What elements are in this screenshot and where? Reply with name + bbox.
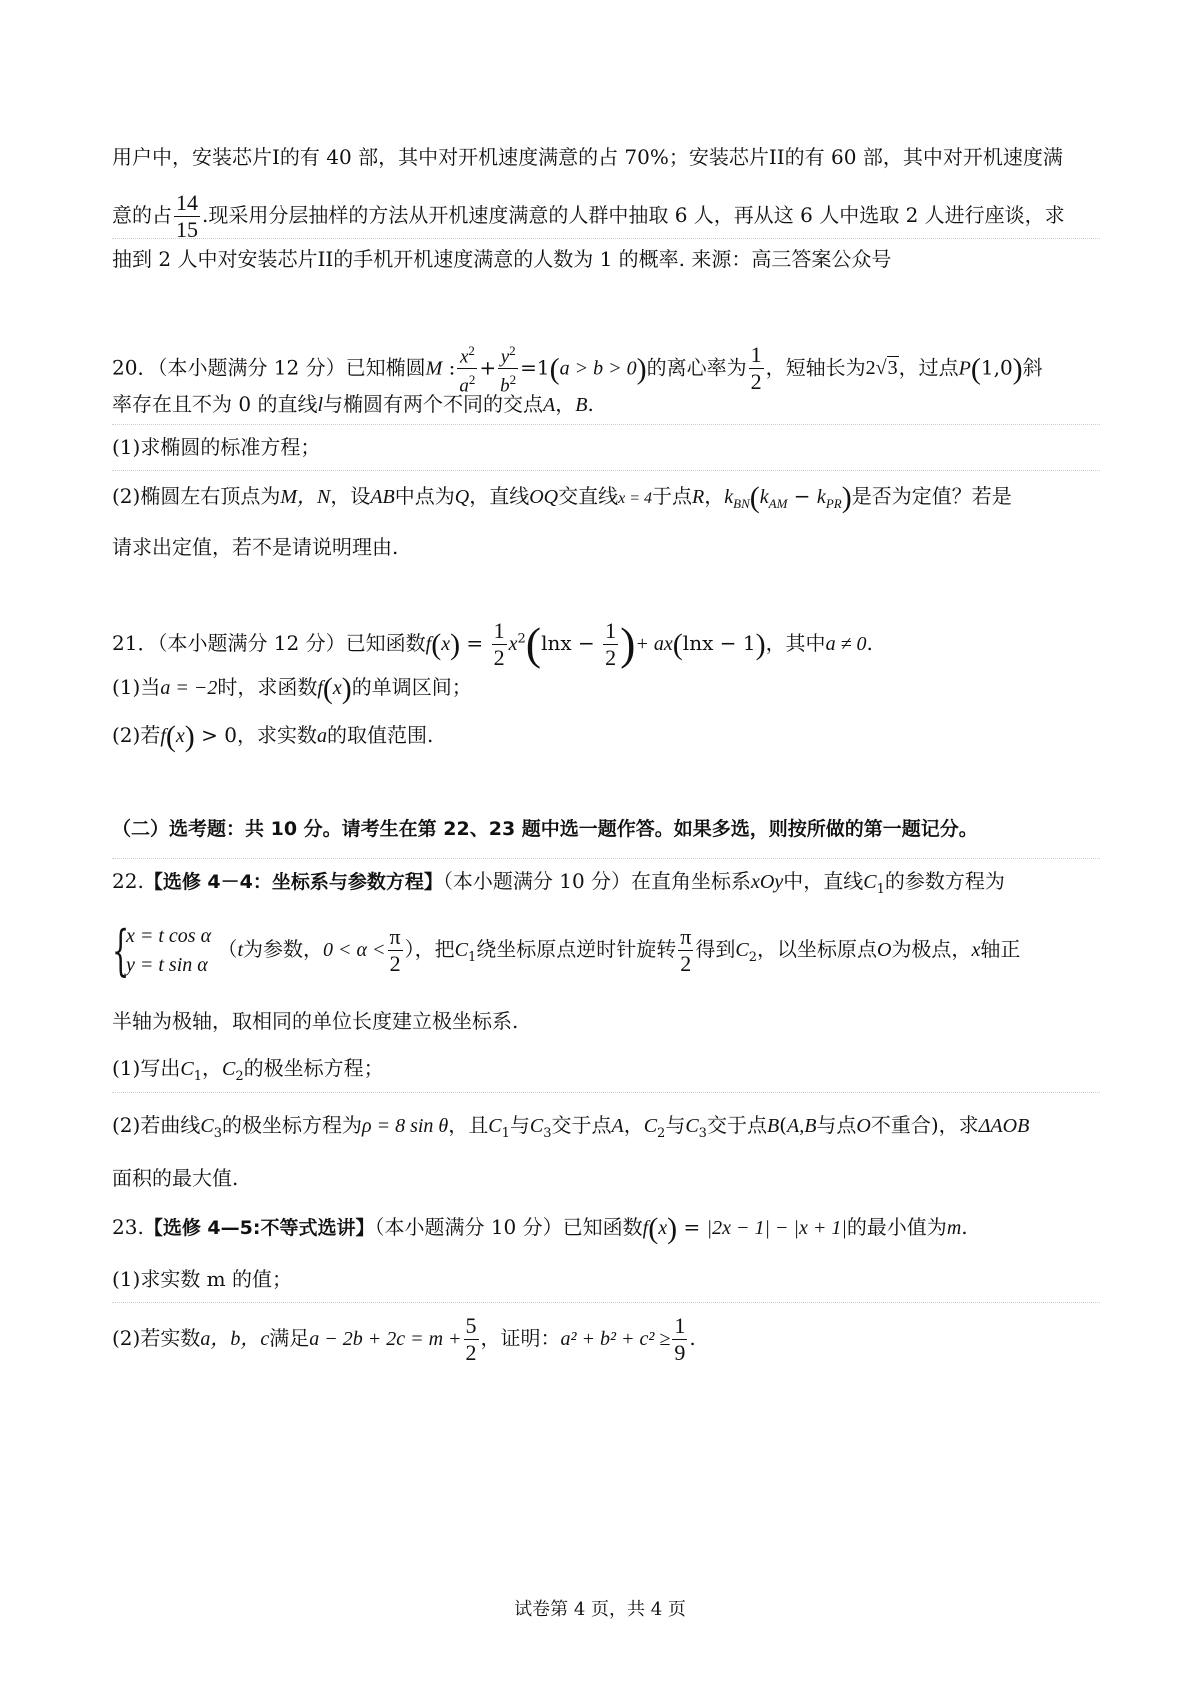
q20-text: ，设 (330, 484, 371, 508)
x2-over-a2: $\frac{x^2}{a^2}$ (457, 340, 477, 398)
q23-part-2 (112, 1313, 1100, 1366)
a-ne-0: a ≠ 0 (825, 633, 867, 655)
plus-ax: + ax (635, 633, 673, 655)
q20-part-2-cont: 请求出定值，若不是请说明理由. (112, 535, 399, 559)
AB: AB (370, 486, 395, 508)
x: x (658, 1217, 668, 1239)
q20-text: 是否为定值？若是 (851, 484, 1012, 508)
b: b (500, 375, 510, 397)
frac-denominator: 2 (465, 1340, 477, 1365)
q20-text: 与椭圆有两个不同的交点 (323, 392, 544, 416)
a: a (459, 375, 469, 397)
frac-numerator: 1 (674, 1313, 686, 1338)
section-heading: （二）选考题：共 10 分。请考生在第 22、23 题中选一题作答。如果多选，则按所做的第一题记分。 (112, 818, 978, 840)
comma: ， (555, 392, 576, 416)
period: . (866, 631, 873, 655)
frac-denominator: 2 (493, 645, 505, 670)
gt-zero: > 0 (194, 723, 237, 747)
constraint: a − 2b + 2c = m + (309, 1328, 462, 1350)
q20-text: (2)椭圆左右顶点为 (112, 484, 281, 508)
two: 2 (680, 951, 692, 976)
parametric-system: { x = t cos α y = t sin α (112, 918, 212, 982)
line-l: l (317, 394, 324, 416)
q22-head: （本小题满分 10 分）在直角坐标系 (442, 869, 752, 893)
frac-numerator: 1 (750, 342, 762, 368)
C1: C (454, 939, 468, 961)
C1: C (863, 871, 877, 893)
eccentricity-fraction (749, 342, 764, 395)
lnx: lnx − (541, 631, 602, 655)
q22-part-2-cont: 面积的最大值. (112, 1166, 239, 1190)
x-equals-4: x = 4 (618, 490, 653, 507)
origin-O: O (856, 1115, 871, 1137)
q22-text: 交于点 (706, 1113, 767, 1137)
x: x (175, 725, 185, 747)
q22-text: 与 (509, 1113, 530, 1137)
q23-text: (2)若实数 (112, 1326, 201, 1350)
xOy: xOy (751, 871, 784, 893)
q21-text: 时，求函数 (217, 675, 318, 699)
q20-text: 交直线 (558, 484, 619, 508)
one-ninth (672, 1313, 687, 1366)
C2: C (735, 939, 749, 961)
C2: C (643, 1115, 658, 1137)
two: 2 (389, 951, 401, 976)
f: f (425, 633, 432, 655)
coef: 2 (865, 357, 876, 380)
triangle-AOB: ΔAOB (978, 1115, 1030, 1137)
q20-text: ，短轴长为 (765, 355, 866, 380)
abc: a，b，c (200, 1328, 270, 1350)
q19-line-3: 抽到 2 人中对安装芯片II的手机开机速度满意的人数为 1 的概率. 来源：高三答案公众号 (112, 247, 892, 271)
pi: π (680, 924, 692, 949)
MN: M，N (280, 486, 331, 508)
param-x: x = t cos α (126, 924, 212, 947)
q22-part-1: (1)写出$C_1$，$C_2$的极坐标方程； (112, 1056, 384, 1084)
param-y: y = t sin α (126, 953, 208, 976)
q19-fraction (174, 190, 200, 243)
q23-text: 的最小值为 (846, 1215, 947, 1239)
q22-text: 得到 (695, 937, 736, 961)
q22-text: 交于点 (551, 1113, 612, 1137)
ellipse-M: M (425, 357, 443, 380)
P-coord: 1,0 (980, 355, 1013, 380)
q21-part-2: (2)若f(x) > 0，求实数a的取值范围. (112, 720, 434, 753)
q20-text: 斜 (1022, 355, 1043, 380)
q22-text: 的参数方程为 (884, 869, 1005, 893)
q19-text: 意的占 (112, 203, 172, 227)
pi-over-2 (678, 924, 693, 977)
q19-line-2 (112, 190, 1100, 243)
x: x (508, 633, 518, 655)
q20-line-1: 20．（本小题满分 12 分）已知椭圆M : $\frac{x^2}{a^2}$ + $\frac{y^2}{b^2}$ =1(a > b > 0)的离心率为 $\frac{1}{2}$ ，短轴长为2√3，过点P(1,0)斜 (112, 340, 1100, 398)
q23-number: 23. (112, 1215, 144, 1239)
q21-text: 的取值范围. (327, 723, 434, 747)
period: . (689, 1326, 696, 1350)
q22-text: （ (217, 937, 238, 961)
C1: C (488, 1115, 502, 1137)
radicand: 3 (887, 357, 898, 380)
q21-line-1: 21．（本小题满分 12 分）已知函数f(x) = $\frac{1}{2}$ $x^2(\ln x$ − $\frac{1}{2}$ )+ ax(lnx − 1)，其中a ≠ 0. (112, 618, 873, 670)
q22-text: ，以坐标原点 (756, 937, 877, 961)
k-PR: PR (825, 496, 842, 511)
frac-numerator: 14 (176, 190, 198, 215)
eq: = (460, 631, 490, 655)
frac-numerator: 1 (493, 618, 505, 643)
f: f (160, 725, 166, 747)
origin-O: O (876, 939, 892, 961)
x: x (441, 633, 451, 655)
q20-text: 于点 (652, 484, 693, 508)
q21-text: 的单调区间； (351, 675, 472, 699)
q22-text: 与 (665, 1113, 686, 1137)
half (492, 618, 507, 671)
q23-line-1: 23.【选修 4—5:不等式选讲】（本小题满分 10 分）已知函数f(x) = |2x − 1| − |x + 1|的最小值为m. (112, 1212, 968, 1245)
q22-text: ，且 (448, 1113, 489, 1137)
q20-text: 的离心率为 (646, 355, 747, 380)
q20-text: 中点为 (394, 484, 455, 508)
q20-part-1: (1)求椭圆的标准方程； (112, 435, 321, 459)
k-BN: BN (733, 496, 750, 511)
q23-text: 满足 (269, 1326, 310, 1350)
q22-tag: 【选修 4－4：坐标系与参数方程】 (143, 871, 443, 893)
frac-numerator: 5 (465, 1313, 477, 1338)
a-eq: a = −2 (160, 677, 218, 699)
dotted-divider (112, 1302, 1100, 1303)
alpha-range: 0 < α < (323, 939, 386, 961)
q22-text: 绕坐标原点逆时针旋转 (476, 937, 677, 961)
q22-text: ），把 (404, 937, 455, 961)
q19-text: .现采用分层抽样的方法从开机速度满意的人群中抽取 6 人，再从这 6 人中选取 2 人进行座谈，求 (202, 203, 1065, 227)
colon: : (442, 355, 456, 380)
point-Q: Q (454, 486, 470, 508)
q22-text: 不重合)，求 (870, 1113, 979, 1137)
point-A: A (611, 1115, 624, 1137)
q20-line-2 (112, 389, 1100, 420)
y2-over-b2: $\frac{y^2}{b^2}$ (498, 340, 518, 398)
period: . (587, 392, 594, 416)
a: a (317, 725, 327, 747)
period: . (961, 1215, 968, 1239)
q21-text: ，求实数 (237, 723, 317, 747)
q22-text: 的极坐标方程； (243, 1056, 384, 1080)
q21-part-1: (1)当a = −2时，求函数f(x)的单调区间； (112, 672, 472, 705)
inequality: a² + b² + c² ≥ (560, 1328, 671, 1350)
q22-number: 22. (112, 869, 144, 893)
five-halves (464, 1313, 479, 1366)
q19-line-1: 用户中，安装芯片I的有 40 部，其中对开机速度满意的占 70%；安装芯片II的有 60 部，其中对开机速度满 (112, 145, 1063, 169)
q22-text: 的极坐标方程为 (221, 1113, 362, 1137)
q22-text: 为极点， (891, 937, 972, 961)
q23-tag: 【选修 4—5:不等式选讲】 (143, 1217, 375, 1239)
frac-numerator: 1 (605, 618, 617, 643)
C1: C (180, 1058, 194, 1080)
q21-text: (1)当 (112, 675, 161, 699)
q20-text: ，直线 (469, 484, 530, 508)
x: x (332, 677, 342, 699)
q21-text: ，其中 (765, 631, 826, 655)
eq-one: =1 (520, 355, 550, 380)
point-R: R (692, 486, 705, 508)
q22-text: (1)写出 (112, 1056, 181, 1080)
q23-part-1: (1)求实数 m 的值； (112, 1267, 293, 1291)
OQ: OQ (529, 486, 559, 508)
q22-part-2: (2)若曲线$C_3$的极坐标方程为ρ = 8 sin θ，且$C_1$与$C_3$交于点A，$C_2$与$C_3$交于点B(A,B与点O不重合)，求ΔAOB (112, 1113, 1030, 1141)
frac-denominator: 2 (605, 645, 617, 670)
q22-text: ( (779, 1113, 787, 1137)
C2: C (221, 1058, 236, 1080)
y: y (500, 346, 510, 368)
C3: C (200, 1115, 214, 1137)
point-B: B (575, 394, 588, 416)
q22-text: 与点 (816, 1113, 857, 1137)
f: f (317, 677, 323, 699)
q22-line-3: 半轴为极轴，取相同的单位长度建立极坐标系. (112, 1009, 519, 1033)
point-B: B (766, 1115, 780, 1137)
point-A: A (543, 394, 556, 416)
dotted-divider (112, 858, 1100, 859)
C3: C (529, 1115, 544, 1137)
q22-text: 中，直线 (783, 869, 864, 893)
q22-text: ， (623, 1113, 644, 1137)
frac-denominator: 9 (674, 1340, 686, 1365)
page-footer: 试卷第 4 页，共 4 页 (514, 1599, 686, 1620)
pi-over-2 (388, 924, 403, 977)
k-AM: AM (768, 496, 788, 511)
pi: π (389, 924, 401, 949)
cond: a > b > 0 (559, 357, 637, 380)
q21-text: (2)若 (112, 723, 161, 747)
q23-head: （本小题满分 10 分）已知函数 (374, 1215, 643, 1239)
t: t (237, 939, 244, 961)
q20-part-2: (2)椭圆左右顶点为M，N，设AB中点为Q，直线OQ交直线x = 4于点R，$k_{BN}(k_{AM} - k_{PR})$是否为定值？若是 (112, 481, 1012, 514)
dotted-divider (112, 470, 1100, 471)
lnx-minus-1: lnx − 1 (682, 631, 756, 655)
x-axis: x (971, 939, 981, 961)
plus: + (479, 355, 497, 380)
rho-eq: ρ = 8 sin θ (361, 1115, 449, 1137)
f: f (642, 1217, 649, 1239)
m: m (946, 1217, 962, 1239)
q23-text: ，证明： (480, 1326, 561, 1350)
dotted-divider (112, 1092, 1100, 1093)
frac-denominator: 2 (750, 369, 762, 395)
q22-text: 为参数， (243, 937, 324, 961)
q21-head: 21．（本小题满分 12 分）已知函数 (112, 631, 426, 655)
q20-text: ，过点 (898, 355, 959, 380)
q22-text: (2)若曲线 (112, 1113, 201, 1137)
q22-text: ， (201, 1056, 222, 1080)
q22-line-2: { x = t cos α y = t sin α （t为参数，0 < α < $\frac{\pi}{2}$ ），把$C_1$绕坐标原点逆时针旋转 $\frac{\pi}{2}$ 得到$C_2$，以坐标原点O为极点，x轴正 (112, 918, 1021, 982)
dotted-divider (112, 424, 1100, 425)
half (603, 618, 618, 671)
q22-line-1: 22.【选修 4－4：坐标系与参数方程】（本小题满分 10 分）在直角坐标系xOy中，直线$C_1$的参数方程为 (112, 869, 1005, 897)
q20-text: 率存在且不为 0 的直线 (112, 392, 318, 416)
q20-text: ， (704, 484, 725, 508)
dotted-divider (112, 238, 1100, 239)
frac-denominator: 15 (176, 217, 198, 242)
C3: C (685, 1115, 699, 1137)
x: x (459, 346, 469, 368)
q20-head: 20．（本小题满分 12 分）已知椭圆 (112, 355, 426, 380)
q22-text: 轴正 (980, 937, 1021, 961)
two-root-three: 2√3 (865, 357, 898, 380)
abs-expr: |2x − 1| − |x + 1| (706, 1217, 847, 1239)
point-P: P (958, 357, 971, 380)
AB: A,B (786, 1115, 817, 1137)
